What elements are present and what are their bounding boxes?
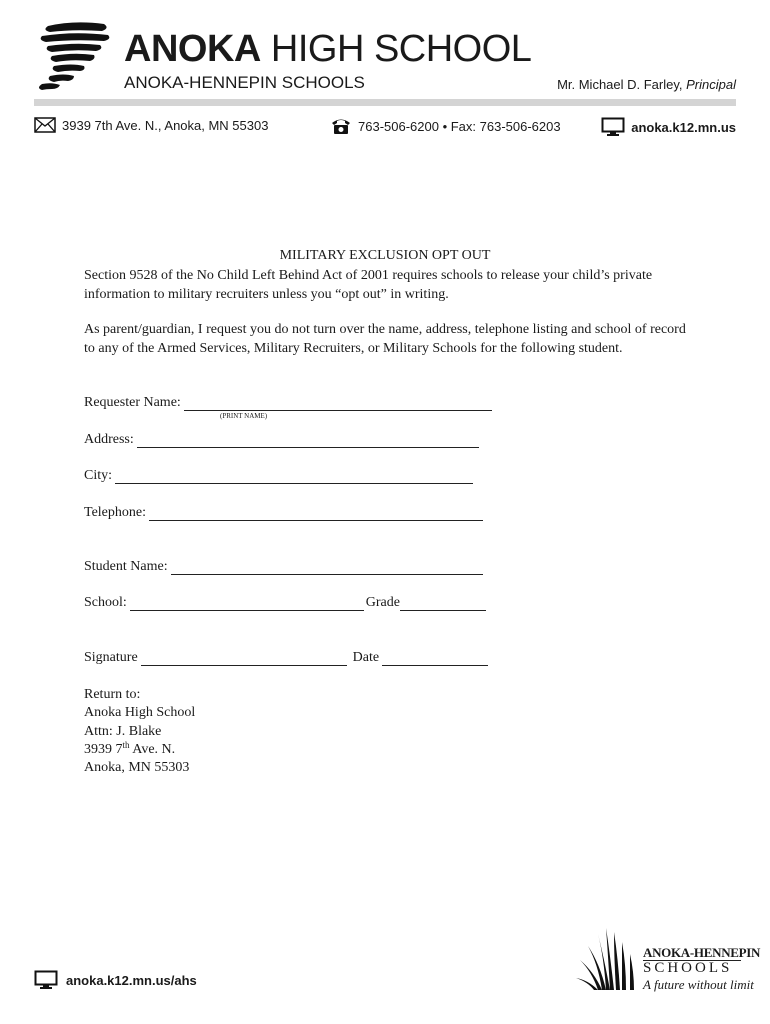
- requester-name-line[interactable]: [184, 396, 492, 411]
- requester-name-field: [84, 395, 492, 411]
- school-line[interactable]: [130, 596, 364, 611]
- requester-name-label: Requester Name:: [84, 395, 181, 410]
- city-field: [84, 468, 473, 484]
- telephone-icon: [330, 117, 352, 135]
- return-label: Return to:: [84, 687, 141, 702]
- tornado-logo-icon: [34, 20, 116, 96]
- return-line-3: [84, 741, 195, 759]
- student-name-line[interactable]: [171, 560, 483, 575]
- contact-address: [34, 117, 268, 133]
- district-logo-name: ANOKA-HENNEPIN: [643, 945, 761, 960]
- principal-credit: [557, 77, 736, 92]
- student-name-label: Student Name:: [84, 559, 168, 574]
- district-logo-schools: SCHOOLS: [643, 960, 733, 976]
- telephone-label: Telephone:: [84, 505, 146, 520]
- date-label: Date: [352, 650, 380, 665]
- contact-phone: [330, 117, 561, 135]
- return-address-block: [84, 686, 195, 777]
- grade-label: Grade: [365, 595, 400, 610]
- request-paragraph: As parent/guardian, I request you do not turn over the name, address, telephone listing and school of record to any of the Armed Services, Military Recruiters, or Military Schools for the following student.: [84, 322, 686, 356]
- return-street-name: Ave. N.: [129, 741, 176, 757]
- phone-text: 763-506-6200 • Fax: 763-506-6203: [358, 118, 561, 134]
- website-link[interactable]: anoka.k12.mn.us: [631, 119, 736, 135]
- print-name-hint: (PRINT NAME): [220, 412, 268, 420]
- city-line[interactable]: [115, 469, 473, 484]
- form-title: MILITARY EXCLUSION OPT OUT: [279, 248, 491, 263]
- monitor-icon: [34, 970, 58, 990]
- school-title: [124, 28, 531, 71]
- contact-web: [601, 117, 736, 137]
- return-line-1: Anoka High School: [84, 705, 196, 721]
- school-name-bold: ANOKA: [124, 28, 261, 70]
- address-field: [84, 432, 479, 448]
- date-line[interactable]: [382, 651, 488, 666]
- monitor-icon: [601, 117, 625, 137]
- intro-paragraph: Section 9528 of the No Child Left Behind Act of 2001 requires schools to release your child’s private information to military recruiters unless you “opt out” in writing.: [84, 268, 653, 302]
- header-rule: [34, 99, 736, 106]
- return-street-suffix: th: [122, 739, 130, 750]
- principal-title: Principal: [686, 77, 736, 92]
- envelope-icon: [34, 117, 56, 133]
- address-label: Address:: [84, 432, 134, 447]
- school-grade-field: [84, 595, 486, 611]
- address-text: 3939 7th Ave. N., Anoka, MN 55303: [62, 117, 269, 133]
- student-name-field: [84, 559, 483, 575]
- district-subtitle: ANOKA-HENNEPIN SCHOOLS: [124, 73, 365, 92]
- return-line-2: Attn: J. Blake: [84, 723, 162, 739]
- school-name-rest: HIGH SCHOOL: [260, 28, 532, 70]
- signature-date-field: [84, 650, 488, 666]
- telephone-field: [84, 505, 483, 521]
- school-label: School:: [84, 595, 127, 610]
- signature-line[interactable]: [141, 651, 347, 666]
- grade-line[interactable]: [400, 596, 486, 611]
- address-line[interactable]: [137, 433, 479, 448]
- return-line-4: Anoka, MN 55303: [84, 760, 190, 776]
- district-logo-tagline: A future without limit: [643, 977, 754, 992]
- return-street-number: 3939 7: [84, 741, 123, 757]
- principal-name: Mr. Michael D. Farley,: [557, 77, 683, 92]
- city-label: City:: [84, 468, 113, 483]
- footer-website-link[interactable]: anoka.k12.mn.us/ahs: [66, 972, 197, 988]
- telephone-line[interactable]: [149, 506, 483, 521]
- signature-label: Signature: [84, 650, 138, 665]
- footer-website: [34, 970, 197, 990]
